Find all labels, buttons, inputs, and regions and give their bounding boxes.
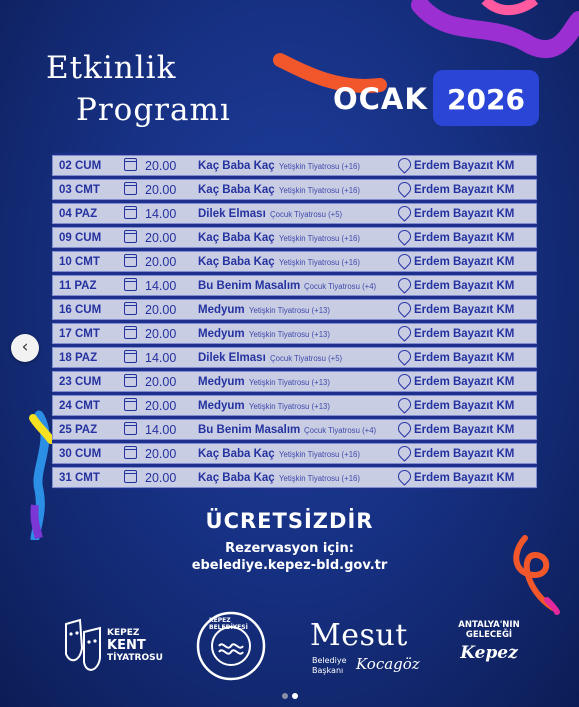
event-venue: Erdem Bayazıt KM <box>414 160 515 172</box>
event-audience: Yetişkin Tiyatrosu (+16) <box>279 234 360 243</box>
reservation-url: ebelediye.kepez-bld.gov.tr <box>191 558 388 573</box>
calendar-icon <box>124 470 137 483</box>
theatre-masks-icon <box>62 618 104 678</box>
event-time: 14.00 <box>145 351 177 365</box>
mesut-sub-line2: Başkanı <box>312 666 344 675</box>
event-title: Medyum <box>198 400 245 412</box>
event-time: 20.00 <box>145 255 177 269</box>
location-pin-icon <box>395 203 413 221</box>
schedule-row <box>52 203 537 224</box>
year-label: 2026 <box>447 83 525 116</box>
location-pin-icon <box>395 467 413 485</box>
calendar-icon <box>124 206 137 219</box>
chevron-left-icon: ‹ <box>21 337 29 357</box>
location-pin-icon <box>395 371 413 389</box>
event-audience: Yetişkin Tiyatrosu (+16) <box>279 186 360 195</box>
event-time: 20.00 <box>145 375 177 389</box>
event-title: Medyum <box>198 328 245 340</box>
event-time: 14.00 <box>145 207 177 221</box>
schedule-row <box>52 371 537 392</box>
logo1-line3: TİYATROSU <box>107 653 163 663</box>
event-venue: Erdem Bayazıt KM <box>414 256 515 268</box>
calendar-icon <box>124 230 137 243</box>
event-day: 03 CMT <box>59 184 100 196</box>
event-venue: Erdem Bayazıt KM <box>414 376 515 388</box>
event-title: Kaç Baba Kaç <box>198 472 275 484</box>
event-title: Kaç Baba Kaç <box>198 256 275 268</box>
event-schedule-table <box>52 153 537 489</box>
event-title: Bu Benim Masalım <box>198 280 301 292</box>
kepez-belediyesi-seal <box>195 610 267 682</box>
calendar-icon <box>124 158 137 171</box>
schedule-row <box>52 443 537 464</box>
event-title: Medyum <box>198 304 245 316</box>
schedule-row <box>52 227 537 248</box>
event-time: 20.00 <box>145 183 177 197</box>
event-day: 31 CMT <box>59 472 100 484</box>
logo4-line2: GELECEĞİ <box>465 630 513 640</box>
event-venue: Erdem Bayazıt KM <box>414 472 515 484</box>
logo4-kepez: Kepez <box>460 643 518 663</box>
event-audience: Çocuk Tiyatrosu (+4) <box>304 426 377 435</box>
event-title: Dilek Elması <box>198 208 266 220</box>
location-pin-icon <box>395 227 413 245</box>
event-venue: Erdem Bayazıt KM <box>414 424 515 436</box>
event-time: 20.00 <box>145 303 177 317</box>
mesut-name: Mesut <box>310 618 408 653</box>
event-time: 20.00 <box>145 327 177 341</box>
location-pin-icon <box>395 251 413 269</box>
event-time: 20.00 <box>145 399 177 413</box>
location-pin-icon <box>395 155 413 173</box>
logo1-line1: KEPEZ <box>107 628 140 638</box>
logo4-line1: ANTALYA'NIN <box>458 620 520 630</box>
event-title: Kaç Baba Kaç <box>198 160 275 172</box>
schedule-row <box>52 275 537 296</box>
schedule-row <box>52 323 537 344</box>
event-day: 10 CMT <box>59 256 100 268</box>
schedule-row <box>52 467 537 488</box>
location-pin-icon <box>395 299 413 317</box>
calendar-icon <box>124 398 137 411</box>
event-venue: Erdem Bayazıt KM <box>414 208 515 220</box>
event-day: 04 PAZ <box>59 208 98 220</box>
antalyanin-gelecegi-kepez-logo <box>449 620 529 680</box>
event-venue: Erdem Bayazıt KM <box>414 328 515 340</box>
event-day: 24 CMT <box>59 400 100 412</box>
event-title: Bu Benim Masalım <box>198 424 301 436</box>
event-day: 18 PAZ <box>59 352 98 364</box>
month-label: OCAK <box>333 82 428 116</box>
calendar-icon <box>124 278 137 291</box>
location-pin-icon <box>395 347 413 365</box>
mesut-signature: Kocagöz <box>356 655 420 673</box>
event-day: 02 CUM <box>59 160 102 172</box>
logo1-line2: KENT <box>107 638 146 653</box>
event-day: 16 CUM <box>59 304 102 316</box>
event-audience: Yetişkin Tiyatrosu (+16) <box>279 162 360 171</box>
schedule-row <box>52 299 537 320</box>
event-venue: Erdem Bayazıt KM <box>414 304 515 316</box>
event-audience: Yetişkin Tiyatrosu (+16) <box>279 474 360 483</box>
schedule-row <box>52 251 537 272</box>
location-pin-icon <box>395 419 413 437</box>
event-day: 09 CUM <box>59 232 102 244</box>
event-time: 20.00 <box>145 471 177 485</box>
location-pin-icon <box>395 323 413 341</box>
calendar-icon <box>124 374 137 387</box>
seal-text: KEPEZ BELEDİYESİ <box>209 617 248 631</box>
event-title: Kaç Baba Kaç <box>198 184 275 196</box>
carousel-indicator <box>280 686 300 704</box>
event-audience: Yetişkin Tiyatrosu (+16) <box>279 258 360 267</box>
calendar-icon <box>124 326 137 339</box>
poster-title-line2: Programı <box>76 92 231 128</box>
location-pin-icon <box>395 275 413 293</box>
event-title: Dilek Elması <box>198 352 266 364</box>
event-audience: Çocuk Tiyatrosu (+5) <box>270 210 343 219</box>
event-day: 17 CMT <box>59 328 100 340</box>
kepez-kent-tiyatrosu-logo <box>62 618 172 678</box>
poster-title-line1: Etkinlik <box>46 50 177 86</box>
event-time: 20.00 <box>145 231 177 245</box>
calendar-icon <box>124 350 137 363</box>
carousel-dot[interactable] <box>282 693 288 699</box>
event-audience: Yetişkin Tiyatrosu (+13) <box>249 378 330 387</box>
event-title: Kaç Baba Kaç <box>198 448 275 460</box>
free-admission-label: ÜCRETSİZDİR <box>205 509 374 533</box>
calendar-icon <box>124 302 137 315</box>
event-venue: Erdem Bayazıt KM <box>414 400 515 412</box>
event-audience: Yetişkin Tiyatrosu (+13) <box>249 306 330 315</box>
event-audience: Yetişkin Tiyatrosu (+13) <box>249 402 330 411</box>
calendar-icon <box>124 446 137 459</box>
calendar-icon <box>124 422 137 435</box>
event-day: 30 CUM <box>59 448 102 460</box>
event-audience: Yetişkin Tiyatrosu (+13) <box>249 330 330 339</box>
event-title: Kaç Baba Kaç <box>198 232 275 244</box>
carousel-prev-button[interactable] <box>11 334 39 362</box>
event-audience: Çocuk Tiyatrosu (+5) <box>270 354 343 363</box>
event-audience: Çocuk Tiyatrosu (+4) <box>304 282 377 291</box>
event-venue: Erdem Bayazıt KM <box>414 184 515 196</box>
schedule-row <box>52 179 537 200</box>
event-venue: Erdem Bayazıt KM <box>414 352 515 364</box>
schedule-row <box>52 395 537 416</box>
reservation-label: Rezervasyon için: <box>225 541 354 556</box>
location-pin-icon <box>395 179 413 197</box>
mesut-kocagoz-logo <box>310 618 420 678</box>
schedule-row <box>52 347 537 368</box>
schedule-row <box>52 155 537 176</box>
event-day: 23 CUM <box>59 376 102 388</box>
event-time: 20.00 <box>145 159 177 173</box>
event-time: 20.00 <box>145 447 177 461</box>
carousel-dot[interactable] <box>292 693 298 699</box>
event-day: 25 PAZ <box>59 424 98 436</box>
location-pin-icon <box>395 395 413 413</box>
schedule-row <box>52 419 537 440</box>
event-time: 14.00 <box>145 279 177 293</box>
location-pin-icon <box>395 443 413 461</box>
event-audience: Yetişkin Tiyatrosu (+16) <box>279 450 360 459</box>
event-venue: Erdem Bayazıt KM <box>414 448 515 460</box>
mesut-sub-line1: Belediye <box>312 656 347 665</box>
event-time: 14.00 <box>145 423 177 437</box>
event-day: 11 PAZ <box>59 280 97 292</box>
event-title: Medyum <box>198 376 245 388</box>
calendar-icon <box>124 254 137 267</box>
year-badge <box>433 70 539 126</box>
event-venue: Erdem Bayazıt KM <box>414 280 515 292</box>
event-venue: Erdem Bayazıt KM <box>414 232 515 244</box>
calendar-icon <box>124 182 137 195</box>
